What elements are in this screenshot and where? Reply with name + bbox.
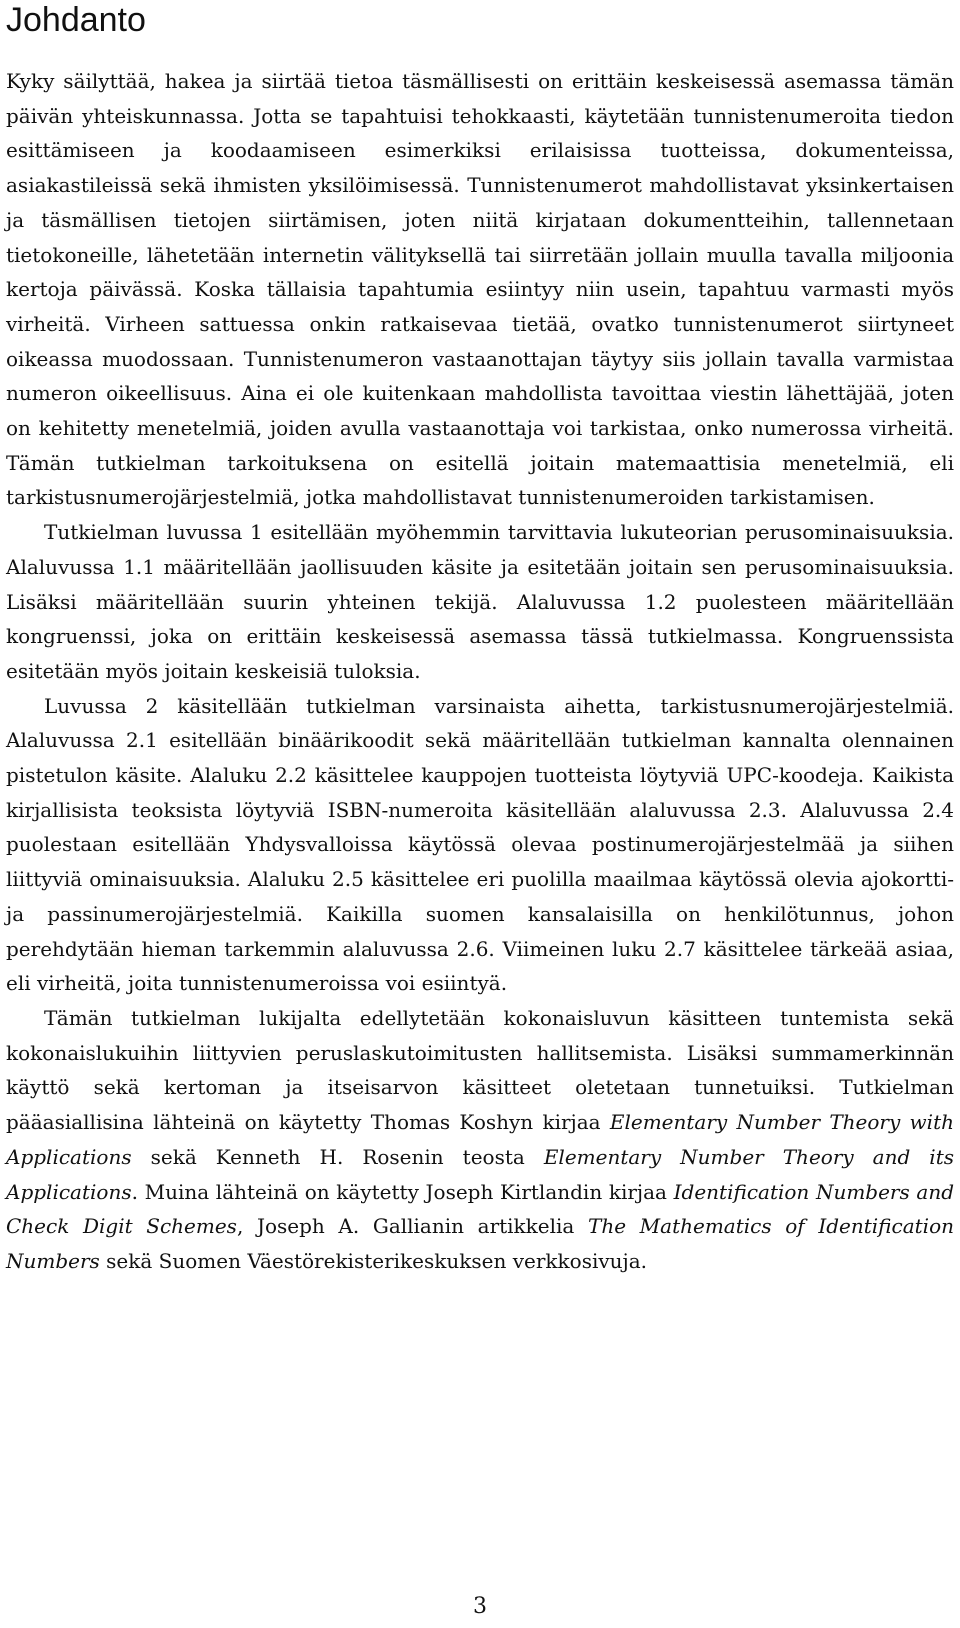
paragraph-text-segment: sekä Kenneth H. Rosenin teosta [131,1144,544,1169]
page-number: 3 [473,1594,487,1619]
paragraph-chapter-2: Luvussa 2 käsitellään tutkielman varsinaista aihetta, tarkistusnumerojärjestelmiä. Alaluvussa 2.1 esitellään binäärikoodit sekä määritellään tutkielman kannalta olennainen pistetulon käsite. Alaluku 2.2 käsittelee kauppojen tuotteista löytyviä UPC-koodeja. Kaikista kirjallisista teoksista löytyviä ISBN-numeroita käsitellään alaluvussa 2.3. Alaluvussa 2.4 puolestaan esitellään Yhdysvalloissa käytössä olevaa postinumerojärjestelmää ja siihen liittyviä ominaisuuksia. Alaluku 2.5 käsittelee eri puolilla maailmaa käytössä olevia ajokortti- ja passinumerojärjestelmiä. Kaikilla suomen kansalaisilla on henkilötunnus, johon perehdytään hieman tarkemmin alaluvussa 2.6. Viimeinen luku 2.7 käsittelee tärkeää asiaa, eli virheitä, joita tunnistenumeroissa voi esiintyä. [6,693,954,996]
section-heading: Johdanto [6,1,146,39]
article-title-gallian: The Mathematics of Identification Numbers [6,1214,954,1273]
book-title-kirtland: Identification Numbers and Check Digit Schemes [6,1179,954,1239]
paragraph-text-segment: . Muina lähteinä on käytetty Joseph Kirtlandin kirjaa [131,1179,674,1204]
book-title-koshy: Elementary Number Theory with Applications [6,1110,954,1169]
body-text [6,64,954,1279]
paragraph-chapter-1: Tutkielman luvussa 1 esitellään myöhemmin tarvittavia lukuteorian perusominaisuuksia. Alaluvussa 1.1 määritellään jaollisuuden käsite ja esitetään joitain sen perusominaisuuksia. Lisäksi määritellään suurin yhteinen tekijä. Alaluvussa 1.2 puolesteen määritellään kongruenssi, joka on erittäin keskeisessä asemassa tässä tutkielmassa. Kongruenssista esitetään myös joitain keskeisiä tuloksia. [6,520,954,683]
paragraph-text-segment: , Joseph A. Gallianin artikkelia [236,1214,588,1239]
paragraph-text-segment: sekä Suomen Väestörekisterikeskuksen verkkosivuja. [99,1248,648,1273]
paragraph-text-segment: Tämän tutkielman lukijalta edellytetään kokonaisluvun käsitteen tuntemista sekä kokonaislukuihin liittyvien peruslaskutoimitusten hallitsemista. Lisäksi summamerkinnän käyttö sekä kertoman ja itseisarvon käsitteet oletetaan tunnetuiksi. Tutkielman pääasiallisina lähteinä on käytetty Thomas Koshyn kirjaa [6,1005,954,1135]
paragraph-intro: Kyky säilyttää, hakea ja siirtää tietoa täsmällisesti on erittäin keskeisessä asemassa tämän päivän yhteiskunnassa. Jotta se tapahtuisi tehokkaasti, käytetään tunnistenumeroita tiedon esittämiseen ja koodaamiseen esimerkiksi erilaisissa tuotteissa, dokumenteissa, asiakastileissä sekä ihmisten yksilöimisessä. Tunnistenumerot mahdollistavat yksinkertaisen ja täsmällisen tietojen siirtämisen, joten niitä kirjataan dokumentteihin, tallennetaan tietokoneille, lähetetään internetin välityksellä tai siirretään jollain muulla tavalla miljoonia kertoja päivässä. Koska tällaisia tapahtumia esiintyy niin usein, tapahtuu varmasti myös virheitä. Virheen sattuessa onkin ratkaisevaa tietää, ovatko tunnistenumerot siirtyneet oikeassa muodossaan. Tunnistenumeron vastaanottajan täytyy siis jollain tavalla varmistaa numeron oikeellisuus. Aina ei ole kuitenkaan mahdollista tavoittaa viestin lähettäjää, joten on kehitetty menetelmiä, joiden avulla vastaanottaja voi tarkistaa, onko numerossa virheitä. Tämän tutkielman tarkoituksena on esitellä joitain matemaattisia menetelmiä, eli tarkistusnumerojärjestelmiä, jotka mahdollistavat tunnistenumeroiden tarkistamisen. [6,69,954,510]
book-title-rosen: Elementary Number Theory and its Applications [6,1144,954,1204]
paragraph-prerequisites [6,1001,954,1279]
